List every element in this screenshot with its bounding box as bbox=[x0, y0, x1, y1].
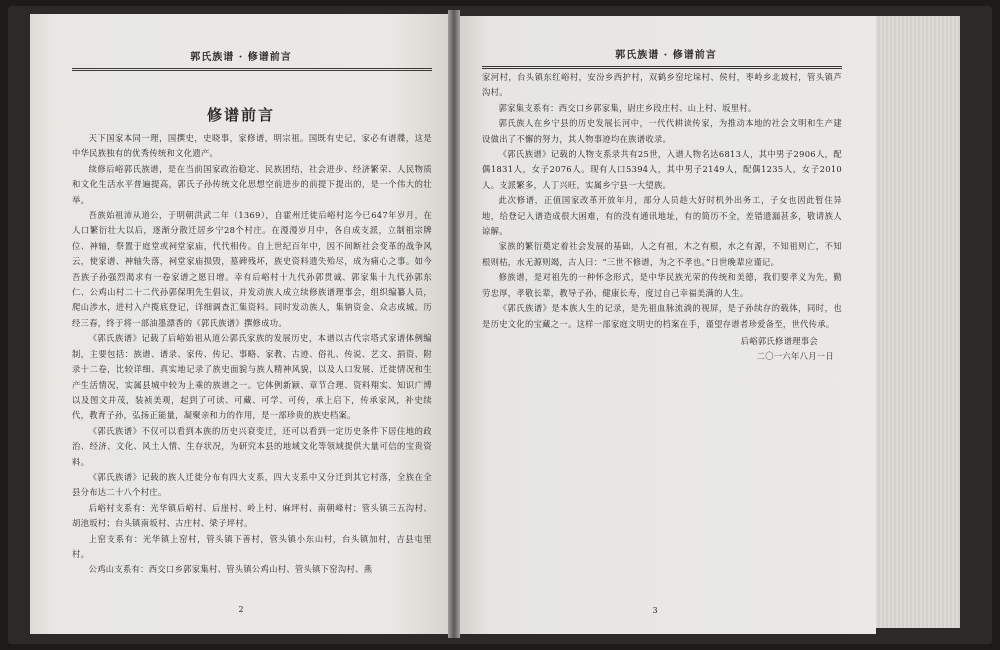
paragraph: 修族谱，是对祖先的一种怀念形式，是中华民族光荣的传统和美德，我们要孝义为先，勤劳忠厚，孝敬长辈，教导子孙，健康长寿，度过自己幸福美满的人生。 bbox=[482, 272, 842, 298]
page-title: 修谱前言 bbox=[206, 106, 275, 124]
running-head: 郭氏族谱 · 修谱前言 bbox=[615, 50, 717, 61]
paragraph: 续修后峪郭氏族谱，是在当前国家政治稳定、民族团结，社会进步、经济繁荣、人民物质和文化生活水平普遍提高，郭氏子孙传统文化思想空前进步的前提下提出的，是一个伟大的壮举。 bbox=[72, 163, 432, 205]
signoff-date: 二〇一六年八月一日 bbox=[756, 351, 834, 362]
signoff-organization: 后峪郭氏修谱理事会 bbox=[740, 335, 818, 346]
left-body-text bbox=[72, 131, 432, 578]
paragraph: 天下国家本同一理，国撰史，史晓事，家修谱，明宗祖。国既有史记，家必有谱牒，这是中华民族独有的优秀传统和文化遗产。 bbox=[72, 133, 432, 159]
paragraph: 《郭氏族谱》是本族人生的记录，是先祖血脉流淌的视屏，是子孙续存的载体，同时，也是历史文化的宝藏之一。这样一部家庭文明史的档案在手，谨望存谱者珍爱备至，世代传承。 bbox=[482, 303, 842, 329]
paragraph: 吾族始祖沛从道公，于明朝洪武二年（1369），自霍州迁徙后峪村迄今已647年岁月，在人口繁衍壮大以后，逐渐分散迁居乡宁28个村庄。在漫漫岁月中，各自成支派，立制祖宗牌位、神轴，祭置于庭堂或祠堂家庙，代代相传。自上世纪百年中，因不间断社会变革的战争风云，使家谱、神轴失落，祠堂家庙损毁，墓碑残坏，族史资料遗失殆尽，成为痛心之事。如今吾族子孙强烈渴求有一卷家谱之愿日增。幸有后峪村十九代孙郭贯诚、郭家集十九代孙郭东仁、公鸡山村二十二代孙郭保明先生倡议，并发动族人成立续修族谱理事会，组织编纂人员，爬山涉水，进村入户揽底登记，详细调查汇集资料。同时发动族人，集钠资金、众志成城。历经三春，终于将一部油墨漂香的《郭氏族谱》撰修成功。 bbox=[72, 210, 432, 328]
page-number: 2 bbox=[238, 605, 244, 614]
paragraph: 《郭氏族谱》记载的人物支系录共有25世，入谱人物名达6813人，其中男子2906人，配偶1831人，女子2076人。现有人口5394人，其中男子2149人，配偶1235人，女子2010人。支派繁多，人丁兴旺，实属乡宁县一大望族。 bbox=[482, 149, 842, 190]
paragraph: 上窑支系有：光华镇上窑村，管头镇下善村，管头镇小东山村，台头镇加村，吉县屯里村。 bbox=[72, 533, 432, 559]
running-head: 郭氏族谱 · 修谱前言 bbox=[190, 52, 292, 63]
book-spine bbox=[448, 10, 460, 638]
paragraph: 《郭氏族谱》不仅可以看到本族的历史兴衰变迁，还可以看到一定历史条件下居住地的政治、经济、文化、风土人情、生存状况，为研究本县的地域文化等领域提供大量可信的宝贵资料。 bbox=[72, 425, 432, 467]
paragraph: 家河村，台头镇东红峪村，安汾乡西护村，双鹤乡窑坨垛村、侯村，枣岭乡北坡村，管头镇芦沟村。 bbox=[482, 72, 842, 98]
paragraph: 《郭氏族谱》记载的族人迁徙分布有四大支系，四大支系中又分迁到其它村落，全族在全县分布达二十八个村庄。 bbox=[72, 471, 432, 498]
left-page bbox=[30, 14, 452, 634]
paragraph: 此次修谱，正值国家改革开放年月，部分人员趁大好时机外出务工，子女也因此暂住异地，给登记入谱造成很大困难，有的没有通讯地址，有的简历不全，差错遗漏甚多，敬请族人谅解。 bbox=[482, 195, 842, 237]
paragraph: 《郭氏族谱》记载了后峪始祖从道公郭氏家族的发展历史，本谱以古代宗塔式家谱体例编制，主要包括：族谱、谱录、家传、传记、事略、家教、古迹、俗礼、传说、艺文、捐资、附录十二卷，比较详细、真实地记录了族史面貌与族人精神风貌，以及人口发展、迁徙情况和生产生活情况，实属县城中较为上乘的族谱之一。它体例新颖、章节合理、资料翔实、知识广博以及图文并茂，装祯美观，起到了可读、可藏、可学、可传，承上启下，传承家风，补史续代，教育子孙，弘扬正能量，凝聚亲和力的作用，是一部珍贵的族史档案。 bbox=[72, 333, 432, 421]
page-number: 3 bbox=[652, 606, 658, 615]
paragraph: 家族的繁衍奠定着社会发展的基础，人之有祖，木之有根，水之有源，不知祖则亡，不知根则枯，水无源则竭，古人曰：“三世不修谱，为之不孝也。”日世晚辈应谨记。 bbox=[482, 241, 842, 267]
header-rule bbox=[72, 68, 432, 71]
signoff bbox=[482, 334, 842, 365]
right-body-text bbox=[482, 70, 842, 365]
paragraph: 郭家集支系有：西交口乡郭家集，尉庄乡段庄村、山上村、坂里村。 bbox=[498, 102, 757, 113]
paragraph: 后峪村支系有：光华镇后峪村、后崖村、岭上村、麻坪村、南朝峰村；管头镇三五沟村、胡池坂村；台头镇南坂村、古庄村、梁子坪村。 bbox=[72, 502, 432, 529]
paragraph: 公鸡山支系有：西交口乡郭家集村、管头镇公鸡山村、管头镇下窑沟村、燕 bbox=[88, 564, 373, 575]
paragraph: 郭氏族人在乡宁县的历史发展长河中，一代代耕读传家，为推动本地的社会文明和生产建设做出了不懈的努力，其人物事迹均在族谱收录。 bbox=[482, 118, 842, 144]
page-edges bbox=[876, 16, 960, 628]
header-rule bbox=[482, 66, 842, 69]
right-page bbox=[456, 16, 876, 634]
